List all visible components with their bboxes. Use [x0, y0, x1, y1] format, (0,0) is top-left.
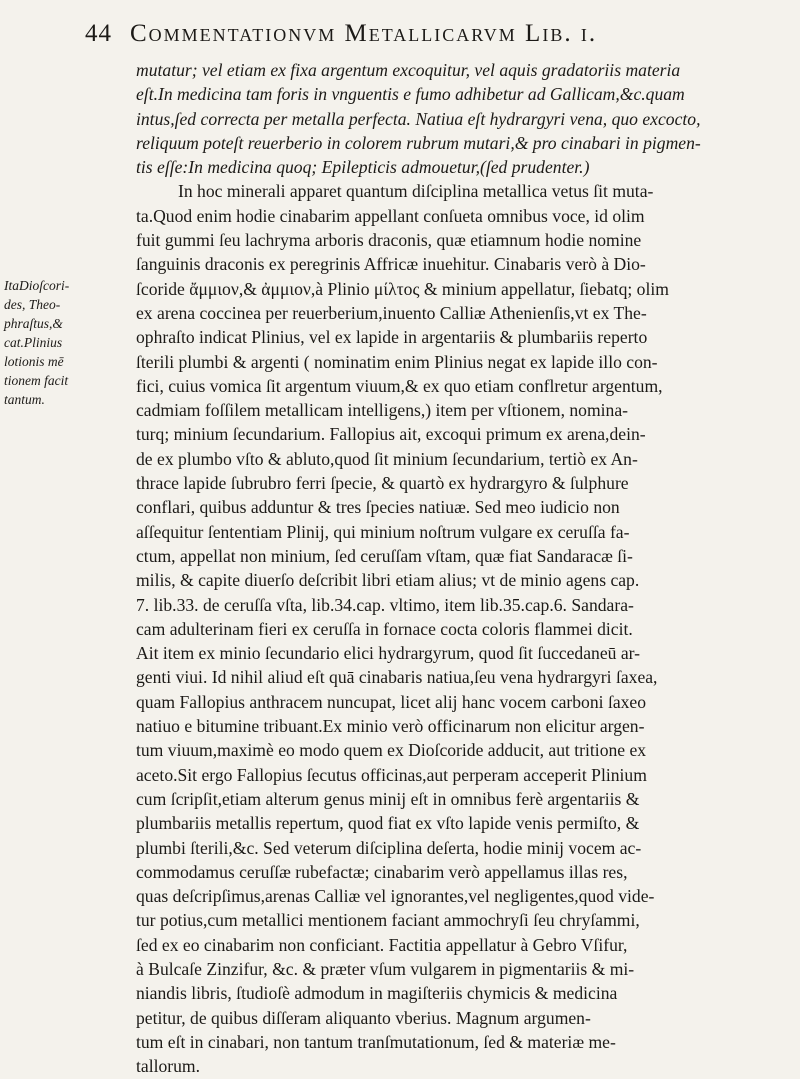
page-number: 44	[85, 20, 112, 47]
margin-note-line: cat.Plinius	[4, 335, 63, 350]
marginal-note	[4, 276, 132, 409]
text-line: à Bulcaſe Zinzifur, &c. & præter vſum vulgarem in pigmentariis & mi-	[136, 958, 635, 979]
text-line: plumbi ſterili,&c. Sed veterum diſciplina deſerta, hodie minij vocem ac-	[136, 837, 642, 858]
margin-note-line: tantum.	[4, 392, 45, 407]
text-line: cadmiam foſſilem metallicam intelligens,) item per vſtionem, nomina-	[136, 400, 628, 421]
text-line: ſcoride ἄμμιον,& ἀμμιον,à Plinio μίλτος & minium appellatur, ſiebatq; olim	[136, 278, 669, 299]
text-line: ta.Quod enim hodie cinabarim appellant conſueta omnibus voce, id olim	[136, 205, 645, 226]
text-line: de ex plumbo vſto & abluto,quod ſit minium ſecundarium, tertiò ex An-	[136, 448, 638, 469]
text-line: tum eſt in cinabari, non tantum tranſmutationum, ſed & materiæ me-	[136, 1031, 616, 1052]
text-line: intus,ſed correcta per metalla perfecta. Natiua eſt hydrargyri vena, quo excocto,	[136, 108, 701, 129]
text-line: 7. lib.33. de ceruſſa vſta, lib.34.cap. vltimo, item lib.35.cap.6. Sandara-	[136, 594, 634, 615]
text-line: ſterili plumbi & argenti ( nominatim enim Plinius negat ex lapide illo con-	[136, 351, 658, 372]
margin-note-line: des, Theo-	[4, 297, 61, 312]
text-line: thrace lapide ſubrubro ferri ſpecie, & quartò ex hydrargyro & ſulphure	[136, 473, 629, 494]
text-line: tis eſſe:In medicina quoq; Epilepticis admouetur,(ſed prudenter.)	[136, 157, 590, 178]
text-line: ex arena coccinea per reuerberium,inuento Calliæ Athenienſis,vt ex The-	[136, 302, 647, 323]
text-line: natiuo e bitumine tribuant.Ex minio verò officinarum non elicitur argen-	[136, 716, 645, 737]
running-title: Commentationvm Metallicarvm Lib. i.	[130, 20, 598, 47]
text-line: tur potius,cum metallici mentionem faciant ammochryſi ſeu chryſammi,	[136, 910, 640, 931]
text-line: ctum, appellat non minium, ſed ceruſſam vſtam, quæ fiat Sandaracæ ſi-	[136, 545, 633, 566]
text-line: ophraſto indicat Plinius, vel ex lapide in argentariis & plumbariis reperto	[136, 327, 648, 348]
text-line: genti viui. Id nihil aliud eſt quā cinabaris natiua,ſeu vena hydrargyri ſaxea,	[136, 667, 658, 688]
margin-note-line: ItaDioſcori-	[4, 278, 70, 293]
running-header	[85, 20, 755, 52]
text-line: tum viuum,maximè eo modo quem ex Dioſcoride adducit, aut tritione ex	[136, 740, 647, 761]
margin-note-line: phraſtus,&	[4, 316, 63, 331]
margin-note-line: tionem facit	[4, 373, 69, 388]
margin-note-line: lotionis mē	[4, 354, 64, 369]
text-line: cum ſcripſit,etiam alterum genus minij eſt in omnibus ferè argentariis &	[136, 788, 640, 809]
text-line: reliquum poteſt reuerberio in colorem rubrum mutari,& pro cinabari in pigmen-	[136, 132, 701, 153]
text-line: turq; minium ſecundarium. Fallopius ait, excoqui primum ex arena,dein-	[136, 424, 646, 445]
text-line: conflari, quibus adduntur & tres ſpecies natiuæ. Sed meo iudicio non	[136, 497, 620, 518]
text-line: quam Fallopius anthracem nuncupat, licet alij hanc vocem carboni ſaxeo	[136, 691, 647, 712]
text-line: Ait item ex minio ſecundario elici hydrargyrum, quod ſit ſuccedaneū ar-	[136, 643, 641, 664]
text-line: plumbariis metallis repertum, quod fiat ex vſto lapide venis permiſto, &	[136, 813, 640, 834]
text-line: aceto.Sit ergo Fallopius ſecutus officinas,aut perperam acceperit Plinium	[136, 764, 647, 785]
text-line: quas deſcripſimus,arenas Calliæ vel ignorantes,vel negligentes,quod vide-	[136, 886, 655, 907]
text-line: commodamus ceruſſæ rubefactæ; cinabarim verò appellamus illas res,	[136, 861, 628, 882]
text-line: petitur, de quibus diſſeram aliquanto vberius. Magnum argumen-	[136, 1007, 591, 1028]
text-line: In hoc minerali apparet quantum diſciplina metallica vetus ſit muta-	[178, 181, 654, 202]
text-line: milis, & capite diuerſo deſcribit libri etiam alius; vt de minio agens cap.	[136, 570, 640, 591]
text-line: niandis libris, ſtudioſè admodum in magiſteriis chymicis & medicina	[136, 983, 618, 1004]
text-line: aſſequitur ſententiam Plinij, qui minium noſtrum vulgare ex ceruſſa fa-	[136, 521, 630, 542]
text-line: fici, cuius vomica ſit argentum viuum,& ex quo etiam conflretur argentum,	[136, 375, 663, 396]
text-line: eſt.In medicina tam foris in vnguentis e fumo adhibetur ad Gallicam,&c.quam	[136, 84, 685, 105]
main-text-block	[136, 58, 776, 1078]
text-line: mutatur; vel etiam ex fixa argentum excoquitur, vel aquis gradatoriis materia	[136, 60, 681, 80]
text-line: ſed ex eo cinabarim non conficiant. Factitia appellatur à Gebro Vſifur,	[136, 934, 628, 955]
text-line: ſanguinis draconis ex peregrinis Affricæ inuehitur. Cinabaris verò à Dio-	[136, 254, 646, 275]
text-line: cam adulterinam fieri ex ceruſſa in fornace cocta coloris flammei dicit.	[136, 618, 633, 639]
text-line: fuit gummi ſeu lachryma arboris draconis, quæ etiamnum hodie nomine	[136, 230, 642, 251]
text-line: tallorum.	[136, 1056, 201, 1077]
